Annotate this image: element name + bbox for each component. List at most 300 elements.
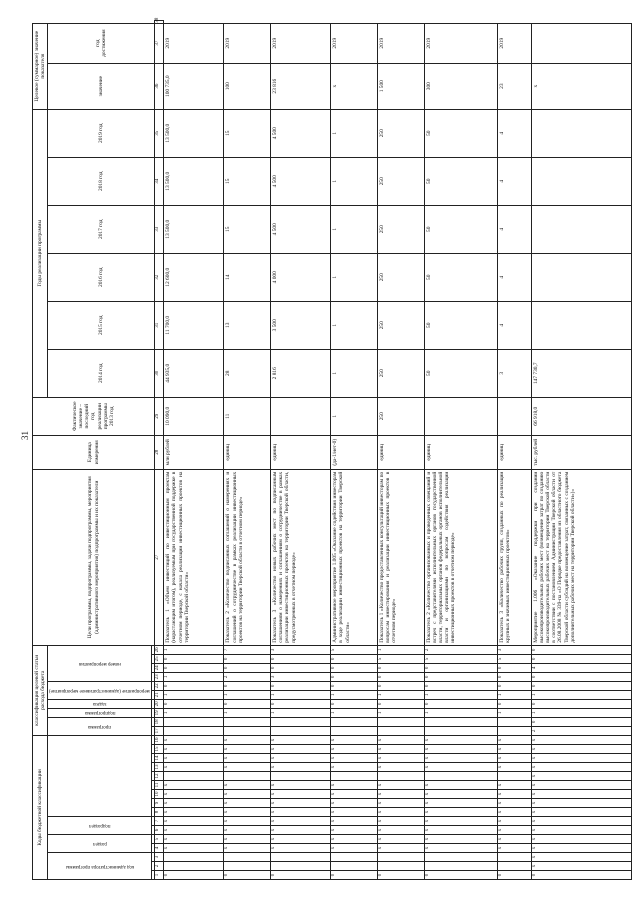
program-indicators-table [32,17,632,880]
code-cell: x [164,790,224,799]
code-cell: x [224,781,271,790]
code-cell: x [424,799,498,808]
code-cell: x [331,844,378,853]
code-cell: x [377,754,424,763]
code-cell: 0 [164,681,224,690]
header-actual: Фактическое значение – последний год реализации программы 2013 год [33,397,155,435]
code-cell: x [331,763,378,772]
code-cell: x [224,790,271,799]
code-cell: x [531,862,631,871]
row-unit: единиц [377,435,424,469]
code-cell: 0 [164,663,224,672]
code-cell: 0 [271,699,331,708]
code-cell: 1 [164,672,224,681]
code-cell: 0 [424,663,498,672]
code-cell [331,853,378,862]
code-cell: x [498,745,531,754]
code-cell: x [224,763,271,772]
column-number: 1 [155,871,164,880]
code-cell: 3 [271,645,331,654]
row-target-value: 100 [224,63,271,109]
code-cell: x [424,808,498,817]
column-number: 8 [155,808,164,817]
code-cell: x [377,735,424,744]
column-number: 35 [155,109,164,157]
code-cell: 5 [498,654,531,663]
code-cell: 1 [498,708,531,717]
column-number: 15 [155,745,164,754]
code-cell: x [498,808,531,817]
column-number: 32 [155,253,164,301]
code-cell: x [224,754,271,763]
code-cell: x [377,799,424,808]
code-cell: x [424,790,498,799]
code-cell: 0 [531,681,631,690]
code-cell: x [531,853,631,862]
code-cell: x [271,799,331,808]
code-cell: 0 [377,699,424,708]
code-cell: x [271,745,331,754]
header-year-2: 2015 год [48,301,155,349]
row-year-value: 250 [377,253,424,301]
header-task: задача [48,699,152,708]
row-year-value: 1 [331,157,378,205]
row-year-value: 2 816 [271,349,331,397]
code-cell: x [498,817,531,826]
code-cell: x [224,826,271,835]
code-cell: x [531,754,631,763]
code-cell: 0 [377,663,424,672]
code-cell: x [164,799,224,808]
row-year-value: 1 [331,109,378,157]
code-cell: x [164,808,224,817]
header-purpose: Цели программы, подпрограммы, задачи подпрограммы, мероприятия (административного мероприятия) подпрограммы и их показатели [33,469,155,645]
code-cell: x [424,817,498,826]
code-cell: 0 [331,654,378,663]
code-cell [164,726,224,735]
code-cell: x [331,799,378,808]
column-number: 14 [155,754,164,763]
code-cell: 1 [164,708,224,717]
header-activity-num: номер мероприятия [48,645,152,681]
code-cell: x [271,835,331,844]
code-cell: x [224,844,271,853]
row-unit: тыс. рублей [531,435,631,469]
code-cell: 4 [531,663,631,672]
column-number: 23 [155,672,164,681]
code-cell [331,862,378,871]
code-cell [224,717,271,726]
code-cell: 0 [531,871,631,880]
column-number: 19 [155,708,164,717]
row-year-value: 11 700,0 [164,301,224,349]
code-cell: x [224,808,271,817]
row-year-value: 1 [331,205,378,253]
row-year-value [531,253,631,301]
row-target-year [531,23,631,63]
header-program: программа [48,717,152,735]
code-cell: 1 [164,690,224,699]
code-cell: x [531,844,631,853]
code-cell: x [377,763,424,772]
column-number: 17 [155,726,164,735]
code-cell: x [164,826,224,835]
column-number: 33 [155,205,164,253]
code-cell: x [331,754,378,763]
code-cell: 1 [498,690,531,699]
code-cell: 0 [164,699,224,708]
column-number: 29 [155,397,164,435]
column-number: 22 [155,681,164,690]
row-year-value: 1 [331,349,378,397]
row-year-value: 12 600,0 [164,253,224,301]
row-year-value: 13 500,0 [164,109,224,157]
code-cell: 0 [531,699,631,708]
column-number: 28 [155,435,164,469]
code-cell [271,726,331,735]
header-year-1: 2014 год [48,349,155,397]
row-actual: 66 918,0 [531,397,631,435]
code-cell: 5 [331,645,378,654]
row-unit: (да-1/нет-0) [331,435,378,469]
row-year-value: 147 730,7 [531,349,631,397]
code-cell: x [271,754,331,763]
table-row [531,21,631,880]
code-cell: 1 [424,708,498,717]
code-cell: 0 [224,681,271,690]
row-year-value: 15 [224,109,271,157]
row-actual [271,397,331,435]
row-target-year: 2019 [271,23,331,63]
row-target-value: x [531,63,631,109]
code-cell: x [271,817,331,826]
row-description: Мероприятие 1.006 «Оказание поддержки при создании высокопроизводительных рабочих мест (возмещение затрат по созданию высокопроизводительных рабочих мест на территории Тверской области в соответствии с постановлением Администрации Тверской области от 26.08.2008 № 339-па «О Порядке предоставления из областного бюджета Тверской области субсидий на возмещение затрат, связанных с созданием дополнительных рабочих мест на территории Тверской области»)» [531,469,631,645]
code-cell: 0 [531,645,631,654]
column-number: 27 [155,469,164,645]
code-cell [498,772,531,781]
code-cell: 1 [224,708,271,717]
page-number: 31 [20,431,30,440]
column-number: 9 [155,799,164,808]
row-target-year: 2019 [377,23,424,63]
code-cell: 3 [271,672,331,681]
code-cell: x [498,835,531,844]
header-years-group: Годы реализации программы [33,109,48,397]
code-cell: 0 [271,654,331,663]
row-year-value: 13 500,0 [164,205,224,253]
code-cell: x [331,826,378,835]
code-cell [331,772,378,781]
row-year-value: 3 [498,349,531,397]
row-year-value: 15 [224,205,271,253]
code-cell [224,772,271,781]
code-cell: 1 [331,708,378,717]
code-cell: x [531,808,631,817]
code-cell: x [331,808,378,817]
row-year-value: 50 [424,253,498,301]
code-cell: x [377,835,424,844]
column-number: 7 [155,817,164,826]
code-cell [164,772,224,781]
row-year-value: 4 [498,301,531,349]
row-target-year: 2019 [224,23,271,63]
code-cell: x [424,835,498,844]
header-year-5: 2018 год [48,157,155,205]
code-cell: 1 [271,708,331,717]
row-description: Показатель 3 «Количество рабочих групп, созданных по реализации крупных и значимых инвестиционных проектов» [498,469,531,645]
code-cell: x [224,799,271,808]
row-actual: 1 [331,397,378,435]
row-year-value: 13 500,0 [164,157,224,205]
row-year-value: 4 [498,253,531,301]
code-cell: x [331,735,378,744]
row-description: Административное мероприятие 1.005 «Оказание содействия инвесторам в ходе реализации инвестиционных проектов на территории Тверской области» [331,469,378,645]
header-budget-codes: Коды бюджетной классификации [33,735,48,879]
code-cell: x [224,735,271,744]
header-admin-code: код администратора программы [48,853,152,880]
code-cell: 1 [377,708,424,717]
column-number: 37 [155,23,164,63]
row-target-year: 2019 [424,23,498,63]
column-number: 16 [155,735,164,744]
code-cell: x [164,844,224,853]
code-cell: x [377,826,424,835]
code-cell: x [498,763,531,772]
row-year-value: 250 [377,349,424,397]
code-cell: x [224,745,271,754]
column-number: 13 [155,763,164,772]
code-cell [424,853,498,862]
code-cell: x [531,817,631,826]
row-year-value: 250 [377,157,424,205]
code-cell: x [424,781,498,790]
code-cell: x [377,844,424,853]
code-cell: x [331,745,378,754]
row-target-value: 300 [424,63,498,109]
header-year-6: 2019 год [48,109,155,157]
code-cell [224,726,271,735]
row-target-value: 1 500 [377,63,424,109]
code-cell: 0 [424,681,498,690]
code-cell: 0 [331,871,378,880]
code-cell: 5 [377,654,424,663]
code-cell: x [164,754,224,763]
code-cell: x [271,781,331,790]
header-target-year: год достижения [48,23,155,63]
header-target-group: Целевое (суммарное) значение показателя [33,23,48,109]
code-cell: 2 [424,645,498,654]
code-cell: 3 [498,645,531,654]
code-cell: 0 [271,681,331,690]
code-cell: 0 [424,871,498,880]
column-number: 5 [155,835,164,844]
row-year-value: 14 [224,253,271,301]
row-unit: единиц [498,435,531,469]
code-cell [271,772,331,781]
code-cell: 0 [164,871,224,880]
header-year-3: 2016 год [48,253,155,301]
code-cell [271,862,331,871]
code-cell: x [498,844,531,853]
row-description: Показатель 2 «Количество подписанных соглашений о намерениях и соглашений о сотрудничестве в рамках реализации инвестиционных проектов на территории Тверской области в отчетном периоде» [224,469,271,645]
row-unit: единиц [224,435,271,469]
code-cell: 0 [331,681,378,690]
code-cell: 0 [331,672,378,681]
column-number: 38 [155,21,164,24]
code-cell: x [498,826,531,835]
code-cell: 0 [531,654,631,663]
code-cell: x [531,745,631,754]
column-number: 4 [155,844,164,853]
column-number: 30 [155,349,164,397]
code-cell: x [531,799,631,808]
code-cell: 0 [377,681,424,690]
code-cell: 0 [377,871,424,880]
code-cell: x [531,835,631,844]
column-number: 20 [155,699,164,708]
code-cell: 2 [224,672,271,681]
code-cell: 0 [224,871,271,880]
table-row [164,21,224,880]
column-number: 31 [155,301,164,349]
code-cell: x [271,790,331,799]
row-description: Показатель 2 «Количество организованных и проведенных совещаний и встреч с представителями исполнительных органов государственной власти, территориальных органов федеральных органов исполнительной власти и организациями по вопросам содействия реализации инвестиционных проектов в отчетном периоде» [424,469,498,645]
header-section: раздел [48,835,152,853]
row-year-value: 44 935,0 [164,349,224,397]
code-cell: x [377,817,424,826]
code-cell: x [377,745,424,754]
header-subprogram: подпрограмма [48,708,152,717]
row-actual [498,397,531,435]
row-year-value: 50 [424,109,498,157]
code-cell: 2 [531,726,631,735]
code-cell: 0 [224,654,271,663]
row-year-value: 250 [377,205,424,253]
code-cell: x [331,781,378,790]
row-year-value: 50 [424,157,498,205]
code-cell: 1 [424,690,498,699]
code-cell: 0 [498,672,531,681]
column-number: 3 [155,853,164,862]
code-cell [224,862,271,871]
code-cell: x [498,790,531,799]
row-target-value: 23 [498,63,531,109]
code-cell: x [271,763,331,772]
row-unit: млн рублей [164,435,224,469]
column-number: 25 [155,654,164,663]
code-cell: 0 [224,699,271,708]
column-number: 2 [155,862,164,871]
header-subsection: подраздел [48,817,152,835]
code-cell: 1 [531,690,631,699]
code-cell: 0 [498,871,531,880]
row-year-value: 15 [224,157,271,205]
row-year-value [531,205,631,253]
code-cell: x [377,808,424,817]
code-cell: x [164,735,224,744]
row-description: Показатель 3 «Количество новых рабочих мест по подписанным соглашениям о намерениях и соглашениям о сотрудничестве в рамках реализации инвестиционных проектов на территории Тверской области, предусмотренных в отчетном периоде» [271,469,331,645]
code-cell: x [531,735,631,744]
code-cell: x [424,763,498,772]
row-target-value: 23 816 [271,63,331,109]
code-cell: x [331,835,378,844]
row-year-value: 50 [424,349,498,397]
code-cell [424,862,498,871]
header-empty-codes [48,735,152,816]
code-cell: x [531,826,631,835]
code-cell [498,862,531,871]
row-year-value: 50 [424,205,498,253]
code-cell: x [271,826,331,835]
table-row [377,21,424,880]
row-year-value [531,157,631,205]
row-year-value: 3 500 [271,301,331,349]
code-cell [331,717,378,726]
code-cell: x [164,745,224,754]
row-year-value: 4 [498,157,531,205]
row-target-year: 2019 [164,23,224,63]
column-number: 6 [155,826,164,835]
code-cell [377,772,424,781]
code-cell: 0 [498,699,531,708]
code-cell: 0 [224,663,271,672]
code-cell [377,726,424,735]
code-cell: x [498,799,531,808]
code-cell: 0 [331,699,378,708]
code-cell [377,862,424,871]
code-cell: 1 [377,645,424,654]
code-cell [271,853,331,862]
code-cell [331,726,378,735]
table-row [424,21,498,880]
code-cell: x [224,817,271,826]
code-cell [224,853,271,862]
column-number: 36 [155,63,164,109]
row-target-value: x [331,63,378,109]
row-year-value: 4 [498,109,531,157]
row-year-value: 13 [224,301,271,349]
code-cell: 0 [271,871,331,880]
code-cell [424,772,498,781]
column-number: 10 [155,790,164,799]
table-row [331,21,378,880]
code-cell: x [531,790,631,799]
code-cell: 0 [531,717,631,726]
code-cell: x [271,808,331,817]
row-actual: 11 [224,397,271,435]
code-cell [377,853,424,862]
code-cell: x [377,790,424,799]
code-cell: 0 [377,672,424,681]
code-cell: x [531,781,631,790]
row-target-value: 100 735,0 [164,63,224,109]
row-year-value: 50 [424,301,498,349]
row-unit: единиц [271,435,331,469]
row-unit: единиц [424,435,498,469]
code-cell: x [224,835,271,844]
row-actual: 250 [377,397,424,435]
row-target-year: 2019 [498,23,531,63]
code-cell: 0 [424,699,498,708]
code-cell [271,717,331,726]
code-cell [424,726,498,735]
row-year-value: 250 [377,301,424,349]
header-year-4: 2017 год [48,205,155,253]
row-year-value [531,301,631,349]
header-unit: Единица измерения [33,435,155,469]
header-target-value: значение [48,63,155,109]
code-cell [164,853,224,862]
